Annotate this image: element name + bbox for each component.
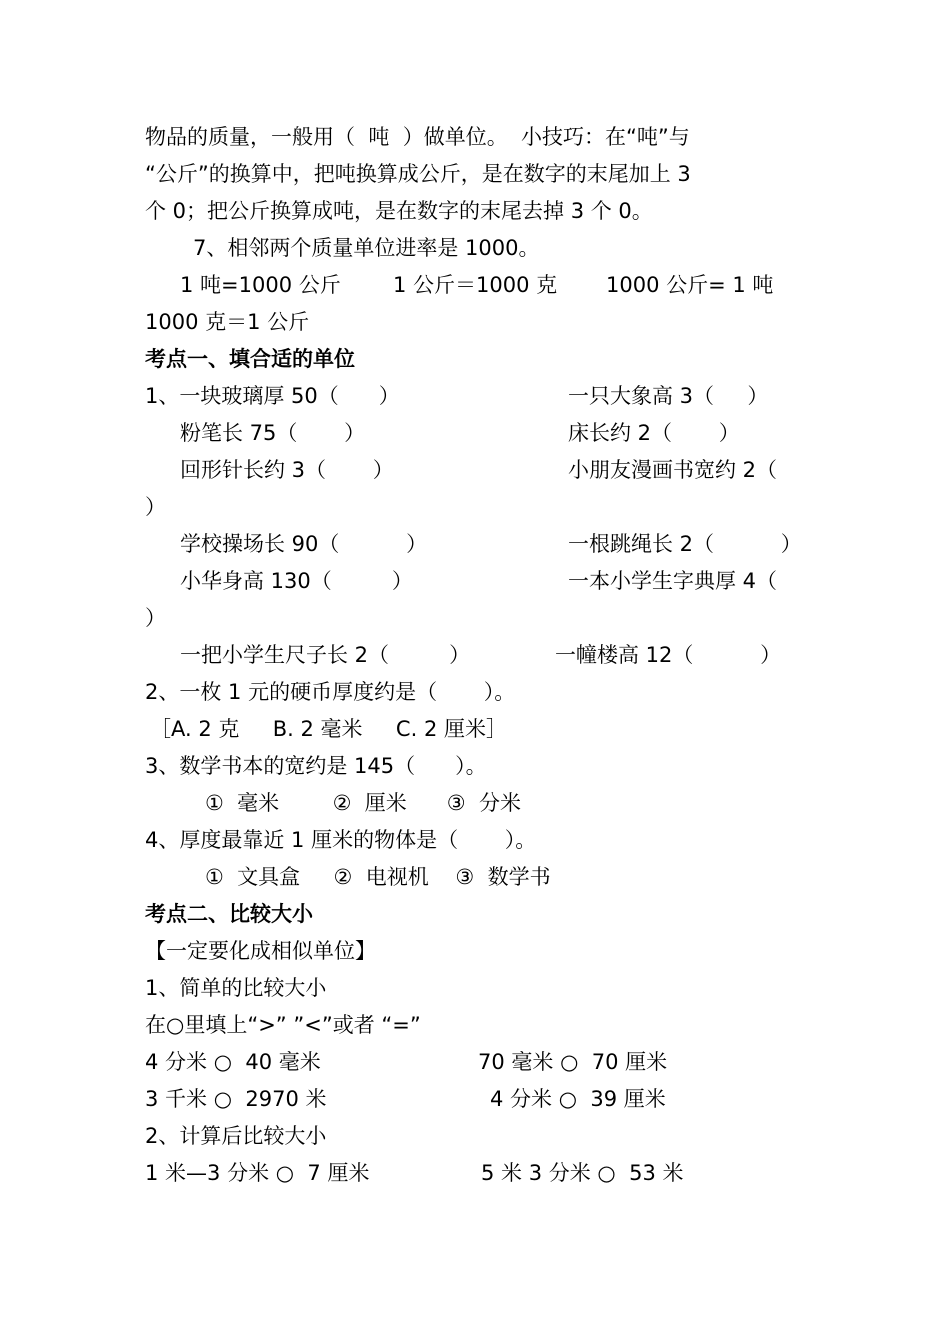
intro-line-3: 个 0；把公斤换算成吨，是在数字的末尾去掉 3 个 0。 (145, 199, 653, 223)
compare-km-m: 3 千米 ○ 2970 米 (145, 1087, 327, 1111)
q1-ruler: 一把小学生尺子长 2（ ） (180, 643, 471, 667)
q1-comic-book-cont: ） (145, 495, 166, 519)
rule-7: 7、相邻两个质量单位进率是 1000。 (193, 236, 540, 260)
q1-dictionary: 一本小学生字典厚 4（ (568, 569, 778, 593)
compare-dm-cm: 4 分米 ○ 39 厘米 (490, 1087, 666, 1111)
conversion-kg-g: 1 公斤＝1000 克 (393, 273, 558, 297)
q1-playground: 学校操场长 90（ ） (180, 532, 428, 556)
intro-line-2: “公斤”的换算中，把吨换算成公斤，是在数字的末尾加上 3 (145, 162, 691, 186)
q1-building: 一幢楼高 12（ ） (555, 643, 782, 667)
q1-comic-book: 小朋友漫画书宽约 2（ (568, 458, 778, 482)
q1-chalk: 粉笔长 75（ ） (180, 421, 366, 445)
section2-heading: 考点二、比较大小 (145, 902, 313, 926)
q2-text: 2、一枚 1 元的硬币厚度约是（ ）。 (145, 680, 516, 704)
q3-options: ① 毫米 ② 厘米 ③ 分米 (205, 791, 521, 815)
q4-text: 4、厚度最靠近 1 厘米的物体是（ ）。 (145, 828, 537, 852)
sub2-title: 2、计算后比较大小 (145, 1124, 327, 1148)
q1-height: 小华身高 130（ ） (180, 569, 413, 593)
section2-note: 【一定要化成相似单位】 (145, 939, 376, 963)
conversion-g-kg: 1000 克＝1 公斤 (145, 310, 310, 334)
compare-mm-cm: 70 毫米 ○ 70 厘米 (478, 1050, 668, 1074)
q1-jump-rope: 一根跳绳长 2（ ） (568, 532, 802, 556)
q1-bed: 床长约 2（ ） (568, 421, 740, 445)
q1-paperclip: 回形针长约 3（ ） (180, 458, 394, 482)
q1-glass: 1、一块玻璃厚 50（ ） (145, 384, 400, 408)
sub1-title: 1、简单的比较大小 (145, 976, 327, 1000)
intro-line-1: 物品的质量，一般用（ 吨 ）做单位。 小技巧：在“吨”与 (145, 125, 690, 149)
sub1-instruction: 在○里填上“>” ”<”或者 “=” (145, 1013, 421, 1037)
section1-heading: 考点一、填合适的单位 (145, 347, 355, 371)
conversion-kg-ton: 1000 公斤= 1 吨 (606, 273, 774, 297)
q1-dictionary-cont: ） (145, 606, 166, 630)
compare-dm-mm: 4 分米 ○ 40 毫米 (145, 1050, 321, 1074)
q1-elephant: 一只大象高 3（ ） (568, 384, 769, 408)
compare-calc-2: 5 米 3 分米 ○ 53 米 (481, 1161, 684, 1185)
compare-calc-1: 1 米—3 分米 ○ 7 厘米 (145, 1161, 370, 1185)
q3-text: 3、数学书本的宽约是 145（ ）。 (145, 754, 487, 778)
conversion-ton-kg: 1 吨=1000 公斤 (180, 273, 341, 297)
q2-options: ［A. 2 克 B. 2 毫米 C. 2 厘米］ (150, 717, 507, 741)
q4-options: ① 文具盒 ② 电视机 ③ 数学书 (205, 865, 551, 889)
